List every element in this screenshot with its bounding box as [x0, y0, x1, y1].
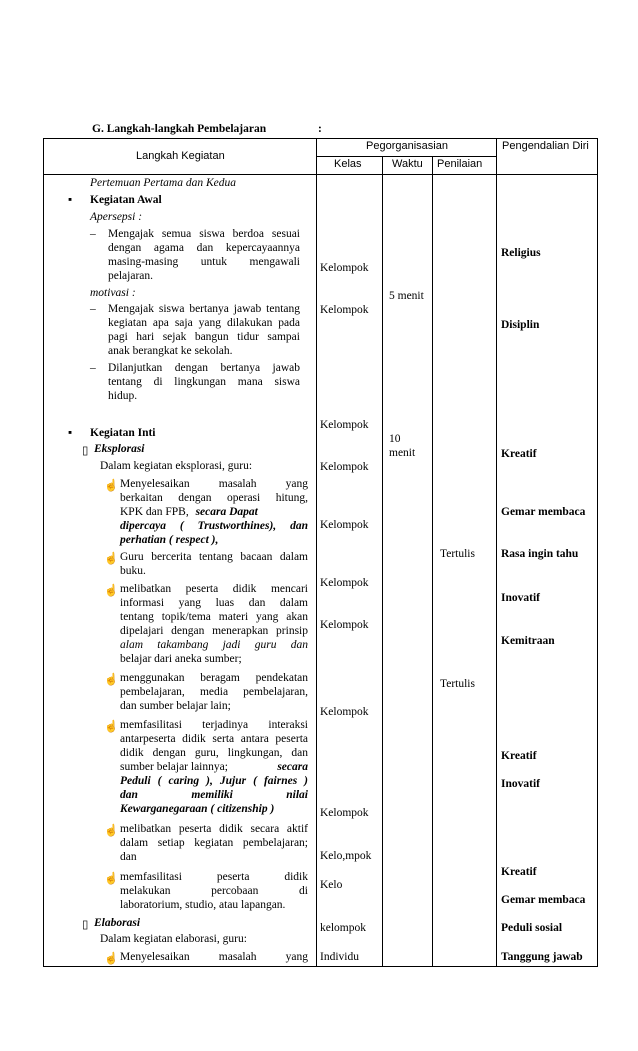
eksplorasi-item-line: pembelajaran, media pembelajaran,: [120, 686, 308, 698]
nilai-karakter: Inovatif: [501, 592, 540, 604]
eksplorasi-item-line: buku.: [120, 565, 146, 577]
box-bullet-icon: ▯: [82, 445, 89, 457]
apersepsi-item-line: pelajaran.: [108, 270, 154, 282]
kegiatan-inti-heading: Kegiatan Inti: [90, 427, 156, 439]
eksplorasi-item-line: memfasilitasi terjadinya interaksi: [120, 719, 308, 731]
box-bullet-icon: ▯: [82, 919, 89, 931]
eksplorasi-item-line: alam takambang jadi guru dan: [120, 639, 308, 651]
motivasi-item-line: anak berangkat ke sekolah.: [108, 345, 233, 357]
nilai-karakter: Inovatif: [501, 778, 540, 790]
motivasi-item-line: hidup.: [108, 390, 138, 402]
square-bullet-icon: ▪: [68, 194, 73, 206]
kelas-cell: Kelompok: [320, 262, 369, 274]
apersepsi-item-line: dengan agama dan kepercayaannya: [108, 242, 300, 254]
eksplorasi-item-line: tentang topik/tema materi yang akan: [120, 611, 308, 623]
hand-bullet-icon: ☝: [104, 674, 119, 686]
header-langkah-kegiatan: Langkah Kegiatan: [136, 150, 225, 162]
eksplorasi-item-line: Guru bercerita tentang bacaan dalam: [120, 551, 308, 563]
waktu-cell: menit: [389, 447, 416, 459]
nilai-karakter: Kreatif: [501, 448, 537, 460]
elaborasi-item-line: Menyelesaikan masalah yang: [120, 951, 308, 963]
eksplorasi-item-line: sumber belajar lainnya; secara: [120, 761, 308, 773]
apersepsi-item-line: masing-masing untuk mengawali: [108, 256, 300, 268]
nilai-karakter: Gemar membaca: [501, 894, 586, 906]
kegiatan-awal-heading: Kegiatan Awal: [90, 194, 162, 206]
hand-bullet-icon: ☝: [104, 721, 119, 733]
kelas-cell: Kelompok: [320, 304, 369, 316]
kelas-cell: Kelompok: [320, 461, 369, 473]
section-colon: :: [318, 123, 322, 135]
elaborasi-heading: Elaborasi: [94, 917, 141, 929]
eksplorasi-item-line: berkaitan dengan operasi hitung,: [120, 492, 308, 504]
eksplorasi-item-line: didik dengan guru, lingkungan, dan: [120, 747, 308, 759]
apersepsi-item-line: Mengajak semua siswa berdoa sesuai: [108, 228, 300, 240]
header-pengendalian-diri: Pengendalian Diri: [502, 140, 589, 152]
eksplorasi-heading: Eksplorasi: [94, 443, 145, 455]
nilai-karakter: Peduli sosial: [501, 922, 563, 934]
nilai-karakter: Kreatif: [501, 866, 537, 878]
header-waktu: Waktu: [392, 158, 423, 170]
kelas-cell: Kelompok: [320, 619, 369, 631]
pertemuan-label: Pertemuan Pertama dan Kedua: [90, 177, 236, 189]
penilaian-cell: Tertulis: [440, 548, 475, 560]
header-pegorganisasian: Pegorganisasian: [366, 140, 448, 152]
nilai-karakter: Disiplin: [501, 319, 540, 331]
kelas-cell: Kelompok: [320, 577, 369, 589]
eksplorasi-intro: Dalam kegiatan eksplorasi, guru:: [100, 460, 253, 472]
eksplorasi-item-line: dipelajari dengan menerapkan prinsip: [120, 625, 308, 637]
dash-bullet-icon: –: [90, 362, 96, 374]
nilai-karakter: Kemitraan: [501, 635, 555, 647]
kelas-cell: Kelompok: [320, 807, 369, 819]
hand-bullet-icon: ☝: [104, 553, 119, 565]
nilai-karakter: Tanggung jawab: [501, 951, 583, 963]
eksplorasi-item-line: dan memiliki nilai: [120, 789, 308, 801]
kelas-cell: kelompok: [320, 922, 366, 934]
eksplorasi-item-line: melibatkan peserta didik secara aktif: [120, 823, 308, 835]
kelas-cell: Kelo,mpok: [320, 850, 372, 862]
hand-bullet-icon: ☝: [104, 585, 119, 597]
penilaian-cell: Tertulis: [440, 678, 475, 690]
motivasi-item-line: pagi hari sejak bangun tidur sampai: [108, 331, 300, 343]
elaborasi-intro: Dalam kegiatan elaborasi, guru:: [100, 933, 247, 945]
nilai-karakter: Religius: [501, 247, 541, 259]
eksplorasi-item-line: Peduli ( caring ), Jujur ( fairnes ): [120, 775, 308, 787]
eksplorasi-item-line: KPK dan FPB, secara Dapat: [120, 506, 258, 518]
header-penilaian: Penilaian: [437, 158, 483, 170]
dash-bullet-icon: –: [90, 228, 96, 240]
dash-bullet-icon: –: [90, 303, 96, 315]
nilai-karakter: Kreatif: [501, 750, 537, 762]
header-kelas: Kelas: [334, 158, 362, 170]
kelas-cell: Kelo: [320, 879, 343, 891]
eksplorasi-item-line: melibatkan peserta didik mencari: [120, 583, 308, 595]
eksplorasi-item-line: antarpeserta didik serta antara peserta: [120, 733, 308, 745]
motivasi-item-line: Mengajak siswa bertanya jawab tentang: [108, 303, 300, 315]
waktu-cell: 5 menit: [389, 290, 424, 302]
eksplorasi-item-line: memfasilitasi peserta didik: [120, 871, 308, 883]
eksplorasi-item-line: dan sumber belajar lain;: [120, 700, 231, 712]
hand-bullet-icon: ☝: [104, 953, 119, 965]
eksplorasi-item-line: informasi yang luas dan dalam: [120, 597, 308, 609]
motivasi-label: motivasi :: [90, 287, 136, 299]
waktu-cell: 10: [389, 433, 401, 445]
square-bullet-icon: ▪: [68, 427, 73, 439]
eksplorasi-item-line: Menyelesaikan masalah yang: [120, 478, 308, 490]
eksplorasi-item-line: dipercaya ( Trustworthines), dan: [120, 520, 308, 532]
eksplorasi-item-line: menggunakan beragam pendekatan: [120, 672, 308, 684]
motivasi-item-line: Dilanjutkan dengan bertanya jawab: [108, 362, 300, 374]
eksplorasi-item-line: Kewarganegaraan ( citizenship ): [120, 803, 275, 815]
apersepsi-label: Apersepsi :: [90, 211, 143, 223]
kelas-cell: Kelompok: [320, 519, 369, 531]
nilai-karakter: Gemar membaca: [501, 506, 586, 518]
hand-bullet-icon: ☝: [104, 873, 119, 885]
eksplorasi-item-line: dalam setiap kegiatan pembelajaran;: [120, 837, 308, 849]
motivasi-item-line: tentang di lingkungan mana siswa: [108, 376, 300, 388]
eksplorasi-item-line: belajar dari aneka sumber;: [120, 653, 242, 665]
kelas-cell: Kelompok: [320, 706, 369, 718]
kelas-cell: Individu: [320, 951, 359, 963]
hand-bullet-icon: ☝: [104, 825, 119, 837]
eksplorasi-item-line: dan: [120, 851, 137, 863]
eksplorasi-item-line: laboratorium, studio, atau lapangan.: [120, 899, 286, 911]
section-title: G. Langkah-langkah Pembelajaran: [92, 123, 267, 135]
motivasi-item-line: kegiatan apa saja yang dilakukan pada: [108, 317, 300, 329]
eksplorasi-item-line: melakukan percobaan di: [120, 885, 308, 897]
eksplorasi-item-line: perhatian ( respect ),: [120, 534, 219, 546]
hand-bullet-icon: ☝: [104, 480, 119, 492]
kelas-cell: Kelompok: [320, 419, 369, 431]
nilai-karakter: Rasa ingin tahu: [501, 548, 579, 560]
